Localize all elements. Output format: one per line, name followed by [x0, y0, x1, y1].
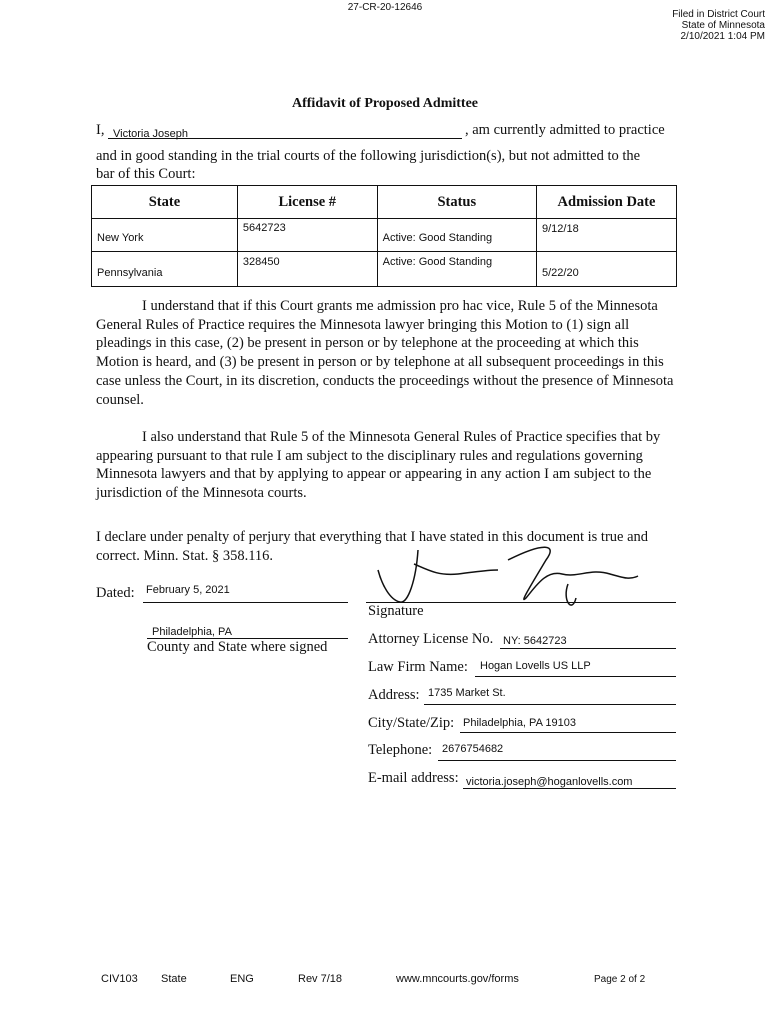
paragraph-rule-5-jurisdiction: I also understand that Rule 5 of the Minnesota General Rules of Practice specifies that by appearing pursuant to that rule I am subject to the disciplinary rules and regulations governing Minnesota lawyers and that by applying to appear or appearing in any action I am subject to the jurisdiction of the Minnesota courts. — [96, 429, 661, 502]
footer-form-number: CIV103 — [101, 973, 138, 985]
firm-label: Law Firm Name: — [368, 659, 468, 675]
table-row — [92, 219, 677, 252]
cell-admission-date[interactable]: 9/12/18 — [536, 219, 676, 252]
footer-url[interactable]: www.mncourts.gov/forms — [396, 973, 519, 985]
city-underline — [460, 732, 676, 733]
filed-line-1: Filed in District Court — [672, 9, 765, 20]
header-state: State — [92, 186, 238, 219]
cell-state[interactable]: Pennsylvania — [92, 252, 238, 287]
signature-label: Signature — [368, 603, 424, 619]
cell-admission-date[interactable]: 5/22/20 — [536, 252, 676, 287]
address-label: Address: — [368, 687, 420, 703]
email-label: E-mail address: — [368, 770, 459, 786]
case-number: 27-CR-20-12646 — [347, 2, 423, 13]
header-license: License # — [237, 186, 377, 219]
license-underline — [500, 648, 676, 649]
phone-label: Telephone: — [368, 742, 433, 758]
dated-label: Dated: — [96, 585, 135, 601]
footer-state: State — [161, 973, 187, 985]
cell-status[interactable]: Active: Good Standing — [377, 252, 536, 287]
telephone-field[interactable]: 2676754682 — [442, 743, 504, 755]
table-row — [92, 252, 677, 287]
paragraph-rule-5-requirements: I understand that if this Court grants me admission pro hac vice, Rule 5 of the Minnesota General Rules of Practice requires the Minnesota lawyer bringing this Motion to (1) sign all pleadings in this case, (2) be present in person or by telephone at the proceeding at which this Motion is heard, and (3) be present in person or by telephone at all subsequent proceedings in this case unless the Court, in its discretion, conducts the proceedings without the presence of Minnesota counsel. — [96, 298, 674, 408]
header-admission-date: Admission Date — [536, 186, 676, 219]
table-header-row — [92, 186, 677, 219]
dated-underline — [143, 602, 348, 603]
intro-prefix: I, — [96, 122, 105, 138]
city-state-zip-field[interactable]: Philadelphia, PA 19103 — [463, 717, 576, 729]
admittee-name-field[interactable]: Victoria Joseph — [113, 128, 189, 140]
perjury-declaration: I declare under penalty of perjury that everything that I have stated in this document is true and correct. Minn. Stat. § 358.116. — [96, 529, 649, 564]
footer-page-number: Page 2 of 2 — [594, 974, 646, 985]
law-firm-field[interactable]: Hogan Lovells US LLP — [480, 660, 591, 672]
intro-continuation-2: bar of this Court: — [96, 166, 196, 182]
email-field[interactable]: victoria.joseph@hoganlovells.com — [466, 776, 633, 788]
cell-license[interactable]: 5642723 — [237, 219, 377, 252]
filed-stamp — [672, 9, 765, 42]
intro-suffix: , am currently admitted to practice — [465, 122, 665, 138]
city-label: City/State/Zip: — [368, 715, 455, 731]
header-status: Status — [377, 186, 536, 219]
attorney-license-field[interactable]: NY: 5642723 — [503, 635, 567, 647]
cell-state[interactable]: New York — [92, 219, 238, 252]
phone-underline — [438, 760, 676, 761]
email-underline — [463, 788, 676, 789]
dated-field[interactable]: February 5, 2021 — [146, 584, 230, 596]
cell-license[interactable]: 328450 — [237, 252, 377, 287]
intro-continuation-1: and in good standing in the trial courts of the following jurisdiction(s), but not admitted to the — [96, 148, 641, 164]
cell-status[interactable]: Active: Good Standing — [377, 219, 536, 252]
footer-revision: Rev 7/18 — [298, 973, 343, 985]
footer-language: ENG — [230, 973, 254, 985]
county-label: County and State where signed — [147, 639, 328, 655]
address-underline — [424, 704, 676, 705]
firm-underline — [475, 676, 676, 677]
filed-line-3: 2/10/2021 1:04 PM — [680, 31, 765, 42]
address-field[interactable]: 1735 Market St. — [428, 687, 506, 699]
county-field[interactable]: Philadelphia, PA — [152, 626, 232, 638]
filed-line-2: State of Minnesota — [681, 20, 765, 31]
jurisdiction-table — [91, 185, 677, 287]
license-label: Attorney License No. — [368, 631, 494, 647]
document-title: Affidavit of Proposed Admittee — [292, 96, 478, 111]
